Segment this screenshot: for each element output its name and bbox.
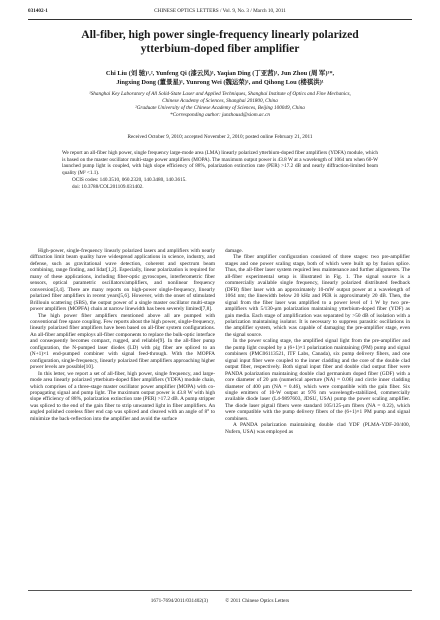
affiliations: [34, 91, 406, 119]
page-footer: [28, 598, 412, 604]
doi: doi: 10.3788/COL201109.031402.: [72, 183, 144, 190]
author-line-2: Jingxing Dong (董景星)¹, Yunrong Wei (魏运荣)¹, and Qihong Lou (楼祺洪)¹: [116, 78, 324, 86]
corresponding-author: *Corresponding author: junzhousd@siom.ac.cn: [170, 111, 270, 118]
paragraph: In the power scaling stage, the amplified signal light from the pre-amplifier and the pump light coupled by a (6+1)×1 polarization maintaining (PM) pump and signal combiners (PMC06113521, ITF Labs, Canada), six pump delivery fibers, and one signal input fiber were coupled to the inner cladding and the core of the double clad output fiber, respectively. Both signal input fiber and double clad output fiber were PANDA polarization maintaining double clad germanium doped fiber (GDF) with a core diameter of 20 μm (numerical aperture (NA) = 0.06) and circle inner cladding diameter of 400 μm (NA = 0.46), which were compatible with the gain fiber. Six single emitters of 10-W output at 976 nm wavelength-stabilized, commercially available diode laser (L4-9897603, JDSU, USA) pump the power scaling amplifier. The diode laser pigtail fibers were standard 105/125-μm fibers (NA = 0.22), which were compatible with the pump delivery fibers of the (6+1)×1 PM pump and signal combiners.: [225, 338, 410, 422]
paragraph: The high power fiber amplifiers mentioned above all are pumped with conventional free space coupling. Few reports about the high power, single-frequency, linearly polarized fiber amplifiers have been based on all-fiber system configurations. An all-fiber amplifier employs all-fiber components to replace the bulk-optic interface and consequently becomes compact, rugged, and reliable[9]. In the all-fiber pump configuration, the N-pumped laser diodes (LD) with pig fiber are spliced to an (N+1)×1 end-pumped combiner with signal feed-through. With the MOPFA configuration, single-frequency, linearly polarized fiber amplifiers approaching higher power levels are possible[10].: [30, 312, 215, 371]
paragraph: In this letter, we report a set of all-fiber, high power, single frequency, and large-mode area linearly polarized ytterbium-doped fiber amplifiers (YDFA) module chain, which comprises of a three-stage master oscillator power amplifier (MOPA) with co-propagating signal and pump light. The maximum output power is 43.8 W with high slope efficiency of 88%, polarization extinction rate (PER) >17.2 dB. A pump stripper was spliced to the end of the gain fiber to strip unwanted light in fiber amplifiers. An angled polished coreless fiber end cap was spliced and cleaved with an angle of 8° to minimize the back-reflection into the amplifier and avoid the surface: [30, 370, 215, 422]
paragraph: damage.: [225, 248, 243, 254]
affiliation-1b: Chinese Academy of Sciences, Shanghai 201800, China: [162, 97, 278, 104]
title-line-1: All-fiber, high power single-frequency linearly polarized: [81, 28, 359, 41]
running-header: [28, 8, 412, 18]
author-list: [28, 70, 412, 87]
title-line-2: ytterbium-doped fiber amplifier: [140, 42, 300, 55]
header-rule: [28, 19, 412, 20]
copyright: © 2011 Chinese Optics Letters: [225, 598, 290, 604]
paper-title: [28, 28, 412, 56]
affiliation-1a: ¹Shanghai Key Laboratory of All Solid-State Laser and Applied Techniques, Shanghai Institute of Optics and Fine Mechanics,: [89, 91, 351, 97]
received-dates: Received October 9, 2010; accepted November 2, 2010; posted online February 21, 2011: [127, 134, 313, 140]
ocis-codes: OCIS codes: 140.3510, 060.2320, 140.3480, 140.3615.: [72, 176, 187, 183]
author-line-1: Chi Liu (刘 驰)¹,², Yunfeng Qi (漆云凤)¹, Yaqian Ding (丁亚茜)¹, Jun Zhou (周 军)¹*,: [105, 70, 335, 77]
paragraph: The fiber amplifier configuration consisted of three stages: two pre-amplifier stages and one power scaling stage, both of which were built up by fusion splice. Thus, the all-fiber laser system required less maintenance and further alignments. The all-fiber experimental setup is illustrated in Fig. 1. The signal source is a commercially available single frequency, linearly polarized distributed feedback (DFB) fiber laser with an approximately 10-mW output power at a wavelength of 1064 nm; the linewidth below 20 kHz and PER is approximately 20 dB. Then, the signal from the fiber laser was amplified to a power level of 1 W by two pre-amplifiers with 5/130-μm polarization maintaining ytterbium-doped fiber (YDF) as gain media. Each stage of amplification was separated by >50 dB of isolation with a polarization maintaining isolator. It is necessary to suppress parasitic oscillations in the amplifier system, which was capable of damaging the pre-amplifier stage, even the signal source.: [225, 254, 410, 338]
paragraph: High-power, single-frequency linearly polarized lasers and amplifiers with nearly diffraction limit beam quality have widespread applications in science, industry, and defense, such as gravitational wave detection, coherent and spectrum beam combining, range finding, and lidar[1,2]. Especially, linear polarization is required for many of these applications, including fiber-optic gyroscopes, interferometric fiber sensors, optical parametric oscillators/amplifiers, and nonlinear frequency conversion[3,4]. There are many reports on high-power single-frequency, linearly polarized fiber amplifiers in recent years[5,6]. However, with the onset of stimulated Brillouin scattering (SBS), the output power of a single master oscillator multi-stage power amplifiers (MOPFA) chain at narrow linewidth has been severely limited[7,8].: [30, 248, 215, 313]
issn: 1671-7694/2011/031402(3): [150, 598, 208, 604]
paragraph: A PANDA polarization maintaining double clad YDF (PLMA-YDF-20/400, Nufern, USA) was employed as: [225, 422, 410, 435]
abstract: [62, 150, 378, 190]
body-column-right: [225, 248, 410, 435]
abstract-text: We report an all-fiber high power, single frequency large-mode area (LMA) linearly polarized ytterbium-doped fiber amplifiers (YDFA) module, which is based on the master oscillator multi-stage power amplifiers (MOPA). The maximum output power is 43.8 W at a wavelength of 1064 nm when 60-W launched pump light is coupled, with high slope efficiency of 88%, polarization extinction rate (PER) >17.2 dB and nearly diffraction-limited beam quality (M² <1.1).: [62, 150, 378, 177]
body-column-left: [30, 248, 215, 422]
footer-rule: [28, 590, 412, 591]
document-id: 031402-1: [28, 8, 48, 14]
journal-citation: CHINESE OPTICS LETTERS / Vol. 9, No. 3 / March 10, 2011: [154, 8, 286, 14]
affiliation-2: ²Graduate University of the Chinese Academy of Sciences, Beijing 100049, China: [135, 104, 305, 111]
